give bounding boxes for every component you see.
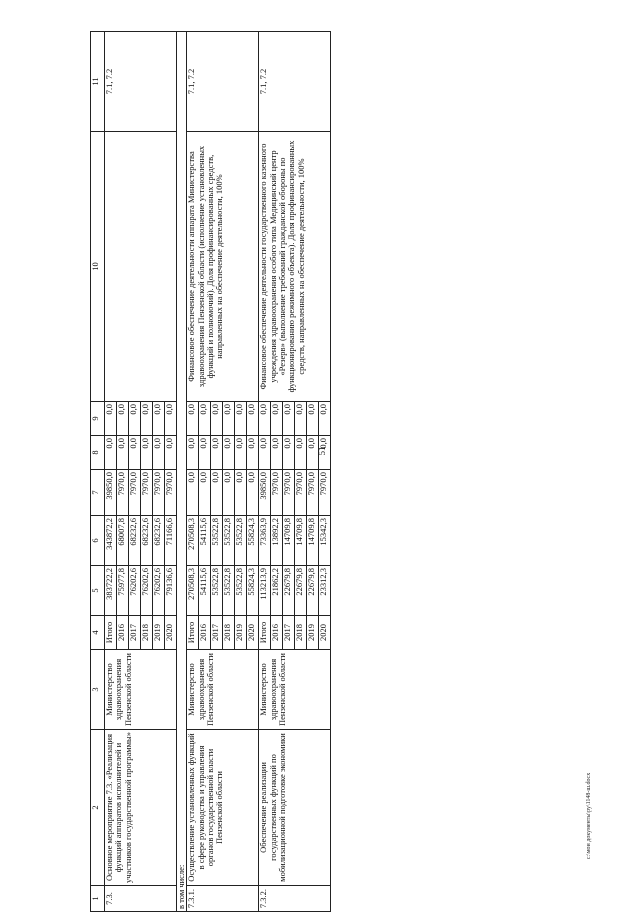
including-label: в том числе: xyxy=(177,32,187,912)
total-value: 76202,6 xyxy=(129,566,141,616)
column-number: 11 xyxy=(91,32,105,132)
executor: Министерство здравоохранения Пензенской области xyxy=(187,650,259,730)
extrabudget-value: 0,0 xyxy=(223,402,235,436)
total-value: 22679,8 xyxy=(283,566,295,616)
year-label: 2018 xyxy=(141,616,153,650)
year-label: Итого xyxy=(187,616,199,650)
year-label: 2017 xyxy=(283,616,295,650)
column-number: 10 xyxy=(91,132,105,402)
regional-budget-value: 68232,6 xyxy=(129,516,141,566)
table-row xyxy=(187,32,199,912)
year-label: Итого xyxy=(105,616,117,650)
total-value: 76202,6 xyxy=(153,566,165,616)
executor: Министерство здравоохранения Пензенской области xyxy=(105,650,177,730)
local-budget-value: 0,0 xyxy=(165,436,177,470)
federal-budget-value: 7970,0 xyxy=(307,470,319,516)
extrabudget-value: 0,0 xyxy=(129,402,141,436)
local-budget-value: 0,0 xyxy=(271,436,283,470)
executor: Министерство здравоохранения Пензенской области xyxy=(259,650,331,730)
expected-result: Финансовое обеспечение деятельности аппарата Министерства здравоохранения Пензенской области (исполнение установленных функций и полномочий). Доля профинансированных средств, направленных на обеспечение деятельности, 100% xyxy=(187,132,259,402)
total-value: 76202,6 xyxy=(141,566,153,616)
including-row xyxy=(177,32,187,912)
regional-budget-value: 13892,2 xyxy=(271,516,283,566)
federal-budget-value: 0,0 xyxy=(199,470,211,516)
extrabudget-value: 0,0 xyxy=(117,402,129,436)
regional-budget-value: 73363,9 xyxy=(259,516,271,566)
regional-budget-value: 53522,8 xyxy=(211,516,223,566)
total-value: 53522,8 xyxy=(211,566,223,616)
local-budget-value: 0,0 xyxy=(259,436,271,470)
regional-budget-value: 15342,3 xyxy=(319,516,331,566)
target-indicator-ref: 7.1, 7.2 xyxy=(105,32,177,132)
total-value: 270508,3 xyxy=(187,566,199,616)
regional-budget-value: 68232,6 xyxy=(141,516,153,566)
extrabudget-value: 0,0 xyxy=(153,402,165,436)
column-number: 8 xyxy=(91,436,105,470)
year-label: 2016 xyxy=(117,616,129,650)
local-budget-value: 0,0 xyxy=(295,436,307,470)
column-number: 6 xyxy=(91,516,105,566)
federal-budget-value: 0,0 xyxy=(187,470,199,516)
regional-budget-value: 71166,6 xyxy=(165,516,177,566)
row-group-r731 xyxy=(187,32,259,912)
column-number: 3 xyxy=(91,650,105,730)
local-budget-value: 0,0 xyxy=(235,436,247,470)
item-name: Обеспечение реализации государственных функций по мобилизационной подготовке экономики xyxy=(259,730,331,886)
total-value: 79136,6 xyxy=(165,566,177,616)
federal-budget-value: 7970,0 xyxy=(153,470,165,516)
year-label: 2020 xyxy=(165,616,177,650)
local-budget-value: 0,0 xyxy=(211,436,223,470)
local-budget-value: 0,0 xyxy=(307,436,319,470)
total-value: 54115,6 xyxy=(199,566,211,616)
federal-budget-value: 7970,0 xyxy=(117,470,129,516)
regional-budget-value: 68007,8 xyxy=(117,516,129,566)
extrabudget-value: 0,0 xyxy=(211,402,223,436)
federal-budget-value: 7970,0 xyxy=(283,470,295,516)
regional-budget-value: 343872,2 xyxy=(105,516,117,566)
extrabudget-value: 0,0 xyxy=(105,402,117,436)
row-group-main xyxy=(105,32,177,912)
federal-budget-value: 7970,0 xyxy=(129,470,141,516)
regional-budget-value: 14709,8 xyxy=(283,516,295,566)
year-label: 2019 xyxy=(235,616,247,650)
local-budget-value: 0,0 xyxy=(153,436,165,470)
year-label: 2017 xyxy=(129,616,141,650)
federal-budget-value: 0,0 xyxy=(235,470,247,516)
extrabudget-value: 0,0 xyxy=(319,402,331,436)
local-budget-value: 0,0 xyxy=(141,436,153,470)
extrabudget-value: 0,0 xyxy=(199,402,211,436)
year-label: 2020 xyxy=(247,616,259,650)
regional-budget-value: 270508,3 xyxy=(187,516,199,566)
local-budget-value: 0,0 xyxy=(283,436,295,470)
total-value: 53522,8 xyxy=(223,566,235,616)
local-budget-value: 0,0 xyxy=(199,436,211,470)
item-number: 7.3.2. xyxy=(259,886,331,912)
local-budget-value: 0,0 xyxy=(223,436,235,470)
total-value: 53522,8 xyxy=(235,566,247,616)
row-group-r732 xyxy=(259,32,331,912)
extrabudget-value: 0,0 xyxy=(235,402,247,436)
total-value: 55824,3 xyxy=(247,566,259,616)
federal-budget-value: 7970,0 xyxy=(271,470,283,516)
table-row xyxy=(105,32,117,912)
regional-budget-value: 14709,8 xyxy=(295,516,307,566)
extrabudget-value: 0,0 xyxy=(187,402,199,436)
item-name: Осуществление установленных функций в сфере руководства и управления органов государственной власти Пензенской области xyxy=(187,730,259,886)
year-label: 2019 xyxy=(153,616,165,650)
total-value: 22679,8 xyxy=(295,566,307,616)
column-number: 1 xyxy=(91,886,105,912)
federal-budget-value: 0,0 xyxy=(223,470,235,516)
federal-budget-value: 7970,0 xyxy=(165,470,177,516)
federal-budget-value: 0,0 xyxy=(211,470,223,516)
extrabudget-value: 0,0 xyxy=(247,402,259,436)
regional-budget-value: 53522,8 xyxy=(223,516,235,566)
extrabudget-value: 0,0 xyxy=(283,402,295,436)
extrabudget-value: 0,0 xyxy=(307,402,319,436)
regional-budget-value: 14709,8 xyxy=(307,516,319,566)
extrabudget-value: 0,0 xyxy=(141,402,153,436)
regional-budget-value: 68232,6 xyxy=(153,516,165,566)
total-value: 383722,2 xyxy=(105,566,117,616)
expected-result xyxy=(105,132,177,402)
federal-budget-value: 7970,0 xyxy=(295,470,307,516)
federal-budget-value: 39850,0 xyxy=(259,470,271,516)
federal-budget-value: 7970,0 xyxy=(141,470,153,516)
regional-budget-value: 54115,6 xyxy=(199,516,211,566)
regional-budget-value: 53522,8 xyxy=(235,516,247,566)
local-budget-value: 0,0 xyxy=(129,436,141,470)
total-value: 75977,8 xyxy=(117,566,129,616)
column-number: 5 xyxy=(91,566,105,616)
year-label: 2017 xyxy=(211,616,223,650)
federal-budget-value: 0,0 xyxy=(247,470,259,516)
year-label: 2020 xyxy=(319,616,331,650)
extrabudget-value: 0,0 xyxy=(295,402,307,436)
local-budget-value: 0,0 xyxy=(319,436,331,470)
extrabudget-value: 0,0 xyxy=(259,402,271,436)
year-label: 2018 xyxy=(295,616,307,650)
column-number: 9 xyxy=(91,402,105,436)
column-number: 4 xyxy=(91,616,105,650)
rotated-table-container xyxy=(90,32,602,912)
expected-result: Финансовое обеспечение деятельности государственного казенного учреждения здравоохранения особого типа Медицинский центр «Резерв» (выполнение требований гражданской обороны по функционированию режимного объекта). Доля профинансированных средств, направленных на обеспечение деятельности, 100% xyxy=(259,132,331,402)
local-budget-value: 0,0 xyxy=(105,436,117,470)
footer-file-path: c:\мои документы\ру\1148-ш.docx xyxy=(586,772,592,860)
federal-budget-value: 7970,0 xyxy=(319,470,331,516)
federal-budget-value: 39850,0 xyxy=(105,470,117,516)
target-indicator-ref: 7.1, 7.2 xyxy=(187,32,259,132)
total-value: 21862,2 xyxy=(271,566,283,616)
item-name: Основное мероприятие 7.3. «Реализация функций аппаратов исполнителей и участников государственной программы» xyxy=(105,730,177,886)
year-label: 2019 xyxy=(307,616,319,650)
total-value: 22679,8 xyxy=(307,566,319,616)
regional-budget-value: 55824,3 xyxy=(247,516,259,566)
local-budget-value: 0,0 xyxy=(187,436,199,470)
column-number: 2 xyxy=(91,730,105,886)
year-label: 2018 xyxy=(223,616,235,650)
extrabudget-value: 0,0 xyxy=(165,402,177,436)
total-value: 113213,9 xyxy=(259,566,271,616)
program-table xyxy=(90,31,331,912)
item-number: 7.3. xyxy=(105,886,177,912)
target-indicator-ref: 7.1, 7.2 xyxy=(259,32,331,132)
table-row xyxy=(259,32,271,912)
item-number: 7.3.1. xyxy=(187,886,259,912)
year-label: 2016 xyxy=(199,616,211,650)
total-value: 23312,3 xyxy=(319,566,331,616)
page-number: 51 xyxy=(317,446,327,456)
extrabudget-value: 0,0 xyxy=(271,402,283,436)
column-number-row xyxy=(91,32,105,912)
column-number: 7 xyxy=(91,470,105,516)
year-label: Итого xyxy=(259,616,271,650)
local-budget-value: 0,0 xyxy=(117,436,129,470)
local-budget-value: 0,0 xyxy=(247,436,259,470)
year-label: 2016 xyxy=(271,616,283,650)
